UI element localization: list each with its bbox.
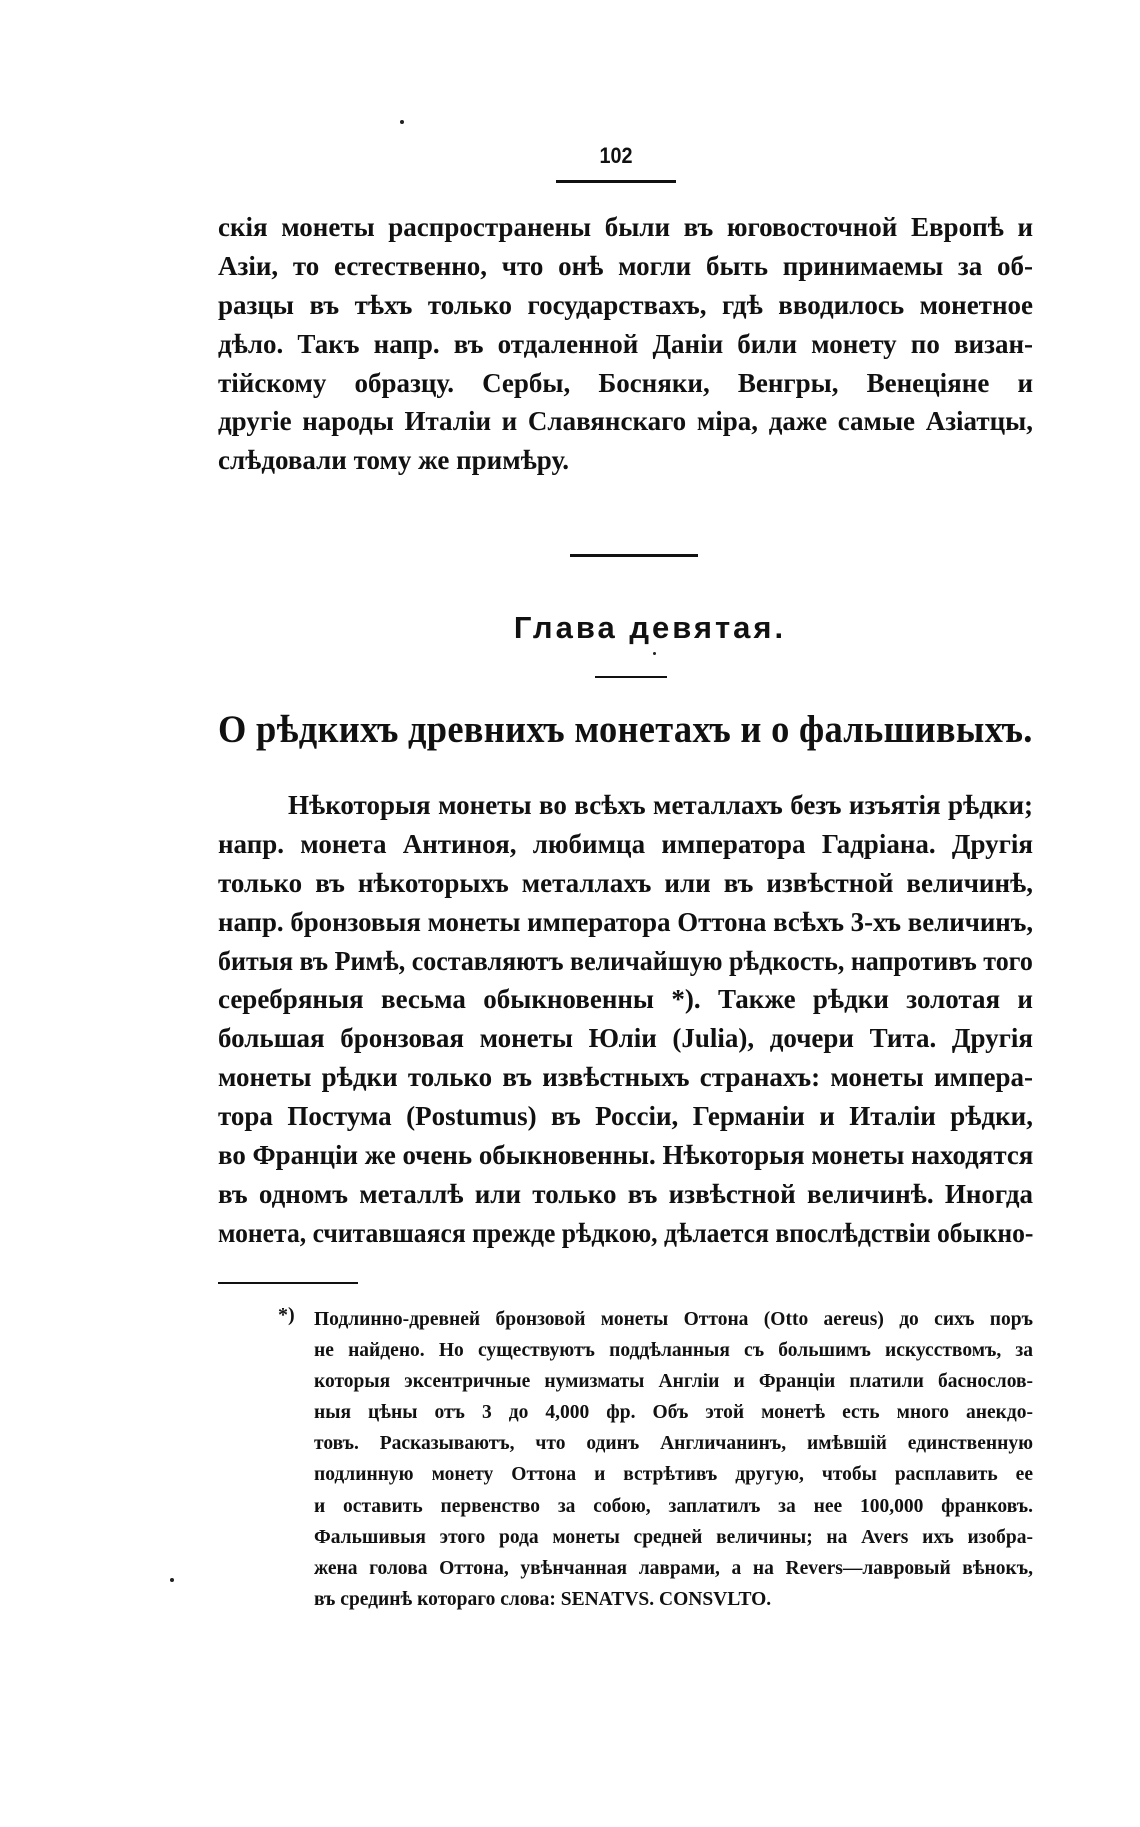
section-title: О рѣдкихъ древнихъ монетахъ и о фальшивыхъ.: [218, 708, 1033, 751]
text-line: тійскому образцу. Сербы, Босняки, Венгры, Венеціяне и: [218, 367, 1033, 398]
text-line: въ одномъ металлѣ или только въ извѣстной величинѣ. Иногда: [218, 1178, 1033, 1209]
text-line: слѣдовали тому же примѣру.: [218, 445, 570, 476]
text-line: монеты рѣдки только въ извѣстныхъ странахъ: монеты импера-: [218, 1062, 1033, 1093]
footnote-line: Фальшивыя этого рода монеты средней величины; на Avers ихъ изобра-: [314, 1526, 1033, 1548]
page-number: 102: [599, 143, 633, 168]
text-line: битыя въ Римѣ, составляютъ величайшую рѣдкость, напротивъ того: [218, 945, 1033, 976]
chapter-title: Глава девятая.: [513, 610, 787, 645]
footnote-line: товъ. Расказываютъ, что одинъ Англичанинъ, имѣвшій единственную: [314, 1433, 1033, 1455]
footnote-line: жена голова Оттона, увѣнчанная лаврами, а на Revers—лавровый вѣнокъ,: [314, 1557, 1033, 1579]
footnote: [314, 1304, 1033, 1615]
main-paragraph: [218, 786, 1033, 1253]
chapter-rule: [595, 676, 667, 678]
text-line: большая бронзовая монеты Юліи (Julia), дочери Тита. Другія: [218, 1023, 1033, 1054]
ink-speck: [400, 120, 404, 124]
text-line: другіе народы Италіи и Славянскаго міра, даже самые Азіатцы,: [218, 406, 1033, 437]
text-line: напр. бронзовыя монеты императора Оттона всѣхъ 3-хъ величинъ,: [218, 906, 1034, 937]
text-line: во Франціи же очень обыкновенны. Нѣкоторыя монеты находятся: [218, 1140, 1034, 1171]
text-line: скія монеты распространены были въ юговосточной Европѣ и: [218, 212, 1033, 242]
footnote-line: въ срединѣ котораго слова: SENATVS. CONSVLTO.: [314, 1588, 772, 1610]
section-divider: [570, 554, 698, 557]
text-line: напр. монета Антиноя, любимца императора Гадріана. Другія: [218, 828, 1033, 859]
text-line: дѣло. Такъ напр. въ отдаленной Даніи били монету по визан-: [218, 328, 1033, 359]
ink-speck: [170, 1578, 174, 1582]
text-line: Нѣкоторыя монеты во всѣхъ металлахъ безъ изъятія рѣдки;: [288, 790, 1033, 820]
footnote-rule: [218, 1282, 358, 1284]
text-line: разцы въ тѣхъ только государствахъ, гдѣ вводилось монетное: [218, 289, 1033, 320]
footnote-line: не найдено. Но существуютъ поддѣланныя съ большимъ искусствомъ, за: [314, 1340, 1033, 1362]
footnote-line: и оставить первенство за собою, заплатилъ за нее 100,000 франковъ.: [314, 1495, 1033, 1517]
top-paragraph: [218, 208, 1033, 480]
footnote-marker: *): [278, 1304, 295, 1326]
ink-speck: [653, 652, 656, 655]
text-line: серебряныя весьма обыкновенны *). Также рѣдки золотая и: [218, 984, 1033, 1015]
footnote-line: Подлинно-древней бронзовой монеты Оттона (Otto aereus) до сихъ поръ: [314, 1309, 1033, 1330]
footnote-line: подлинную монету Оттона и встрѣтивъ другую, чтобы расплавить ее: [314, 1464, 1033, 1486]
text-line: тора Постума (Postumus) въ Россіи, Германіи и Италіи рѣдки,: [218, 1101, 1033, 1132]
footnote-line: ныя цѣны отъ 3 до 4,000 фр. Объ этой монетѣ есть много анекдо-: [314, 1402, 1033, 1424]
text-line: монета, считавшаяся прежде рѣдкою, дѣлается впослѣдствіи обыкно-: [218, 1217, 1034, 1248]
header-rule: [556, 180, 676, 183]
text-line: Азіи, то естественно, что онѣ могли быть принимаемы за об-: [218, 250, 1033, 281]
footnote-line: которыя эксентричные нумизматы Англіи и Франціи платили баснослов-: [314, 1371, 1033, 1393]
text-line: только въ нѣкоторыхъ металлахъ или въ извѣстной величинѣ,: [218, 867, 1033, 898]
